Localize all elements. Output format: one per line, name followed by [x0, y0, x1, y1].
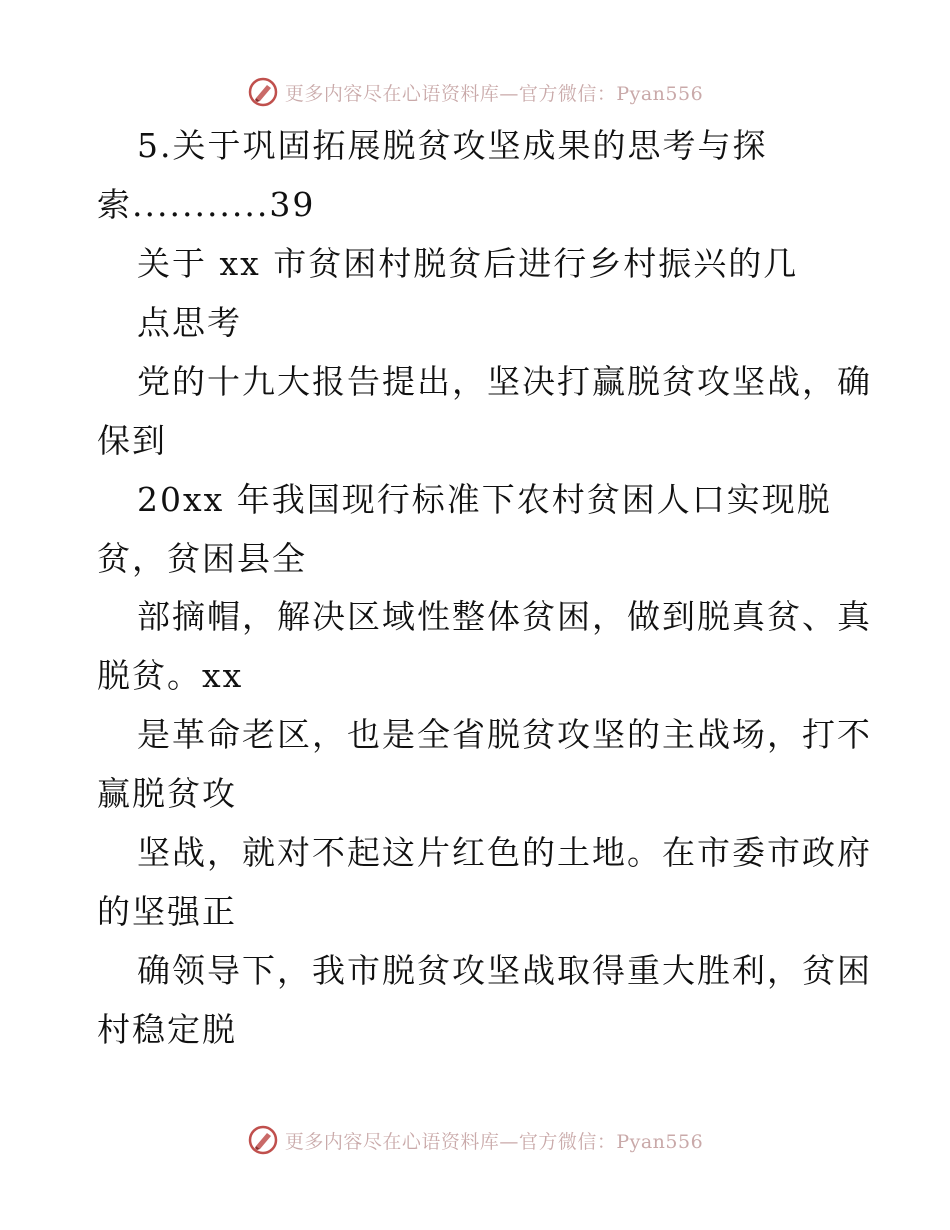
doc-line: 关于 xx 市贫困村脱贫后进行乡村振兴的几 [137, 244, 799, 283]
doc-line: 部摘帽，解决区域性整体贫困，做到脱真贫、真 [137, 597, 872, 636]
watermark-text: 更多内容尽在心语资料库—官方微信：Pyan556 [284, 82, 704, 105]
doc-line: 保到 [97, 421, 167, 460]
logo-pen-icon [247, 76, 279, 108]
doc-line: 的坚强正 [97, 892, 237, 931]
doc-line: 点思考 [137, 303, 242, 342]
doc-line: 党的十九大报告提出，坚决打赢脱贫攻坚战，确 [137, 362, 872, 401]
doc-line: 村稳定脱 [97, 1010, 237, 1049]
doc-line: 索...........39 [97, 185, 316, 224]
doc-line: 脱贫。xx [97, 656, 244, 695]
header-watermark [0, 72, 950, 112]
doc-line: 贫，贫困县全 [97, 539, 307, 578]
logo-pen-icon [247, 1124, 279, 1156]
footer-watermark [0, 1120, 950, 1160]
doc-line: 20xx 年我国现行标准下农村贫困人口实现脱 [137, 480, 832, 519]
doc-line: 坚战，就对不起这片红色的土地。在市委市政府 [137, 833, 872, 872]
watermark-text: 更多内容尽在心语资料库—官方微信：Pyan556 [284, 1130, 704, 1153]
doc-line: 是革命老区，也是全省脱贫攻坚的主战场，打不 [137, 715, 872, 754]
doc-line: 赢脱贫攻 [97, 774, 237, 813]
doc-line: 5.关于巩固拓展脱贫攻坚成果的思考与探 [137, 126, 768, 165]
doc-line: 确领导下，我市脱贫攻坚战取得重大胜利，贫困 [137, 951, 872, 990]
